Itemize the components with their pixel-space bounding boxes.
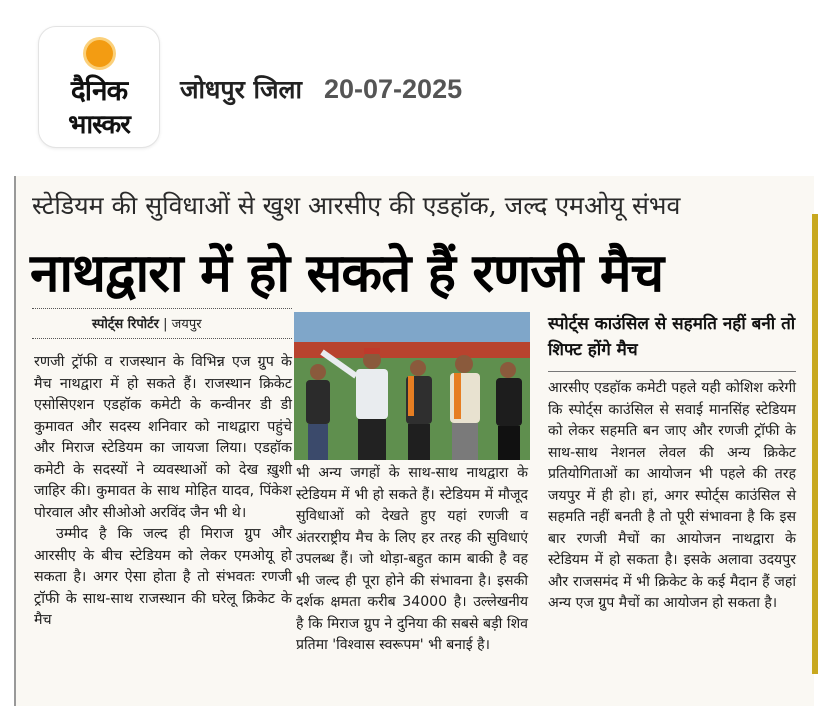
clip-left-border — [14, 176, 16, 706]
clip-right-accent-bar — [812, 214, 818, 674]
sun-icon — [86, 40, 113, 67]
subheading-rule — [548, 371, 796, 372]
col1-paragraph-1: रणजी ट्रॉफी व राजस्थान के विभिन्न एज ग्रुप के मैच नाथद्वारा में हो सकते हैं। राजस्थान क्रिकेट एसोसिएशन एडहॉक कमेटी के कन्वीनर डी डी कुमावत और सदस्य शनिवार को नाथद्वारा पहुंचे और मिराज स्टेडियम का जायजा लिया। एडहॉक कमेटी के सदस्यों ने व्यवस्थाओं को देख ख़ुशी जाहिर की। कुमावत के साथ मोहित यादव, पिंकेश पोरवाल और सीओओ अरविंद जैन भी थे। — [34, 354, 292, 521]
logo-text-bhaskar: भास्कर — [68, 110, 130, 140]
byline-separator: | — [163, 317, 172, 332]
photo-illustration — [294, 312, 530, 460]
article-column-2 — [296, 463, 528, 657]
col3-paragraph-1: आरसीए एडहॉक कमेटी पहले यही कोशिश करेगी कि स्पोर्ट्स काउंसिल से सवाई मानसिंह स्टेडियम को लेकर सहमति बन जाए और रणजी ट्रॉफी के साथ-साथ नेशनल लेवल की अन्य क्रिकेट प्रतियोगिताओं का आयोजन भी पहले की तरह जयपुर में ही हो। हां, अगर स्पोर्ट्स काउंसिल से सहमति नहीं बनती है तो पूरी संभावना है कि इस बार रणजी मैचों का आयोजन नाथद्वारा के स्टेडियम में हो सकता है। इसके अलावा उदयपुर और राजसमंद में भी क्रिकेट के कई मैदान हैं जहां अन्य एज ग्रुप मैचों का आयोजन हो सकता है। — [548, 380, 796, 611]
article-headline: नाथद्वारा में हो सकते हैं रणजी मैच — [30, 243, 664, 304]
article-byline — [92, 314, 202, 332]
col1-paragraph-2: उम्मीद है कि जल्द ही मिराज ग्रुप और आरसीए के बीच स्टेडियम को लेकर एमओयू हो सकता है। अगर ऐसा होता है तो संभवतः रणजी ट्रॉफी के साथ-साथ राजस्थान की घरेलू क्रिकेट के मैच — [34, 526, 292, 628]
edition-name: जोधपुर जिला — [180, 75, 302, 104]
article-subheading: स्पोर्ट्स काउंसिल से सहमति नहीं बनी तो शिफ्ट होंगे मैच — [548, 314, 796, 360]
article-column-1 — [34, 352, 292, 632]
article-kicker: स्टेडियम की सुविधाओं से खुश आरसीए की एडहॉक, जल्द एमओयू संभव — [32, 191, 681, 220]
edition-header — [180, 72, 462, 106]
stadium-inspection-photo — [294, 312, 530, 460]
col2-paragraph-1: भी अन्य जगहों के साथ-साथ नाथद्वारा के स्टेडियम में भी हो सकते हैं। स्टेडियम में मौजूद सुविधाओं को देखते हुए यहां रणजी व अंतरराष्ट्रीय मैच के लिए हर तरह की सुविधाएं उपलब्ध हैं। जो थोड़ा-बहुत काम बाकी है वह भी जल्द ही पूरा होने की संभावना है। इसकी दर्शक क्षमता करीब 34000 है। उल्लेखनीय है कि मिराज ग्रुप ने दुनिया की सबसे बड़ी शिव प्रतिमा 'विश्वास स्वरूपम' भी बनाई है। — [296, 465, 528, 653]
byline-author: स्पोर्ट्स रिपोर्टर — [92, 317, 159, 332]
byline-city: जयपुर — [171, 317, 202, 332]
dainik-bhaskar-logo — [38, 26, 160, 148]
byline-bottom-rule — [32, 338, 292, 339]
article-column-3 — [548, 378, 796, 615]
logo-text-dainik: दैनिक — [70, 74, 128, 107]
byline-top-rule — [32, 308, 292, 309]
newspaper-clipping — [14, 176, 814, 706]
photo-sky — [294, 312, 530, 342]
edition-date: 20-07-2025 — [323, 73, 463, 104]
